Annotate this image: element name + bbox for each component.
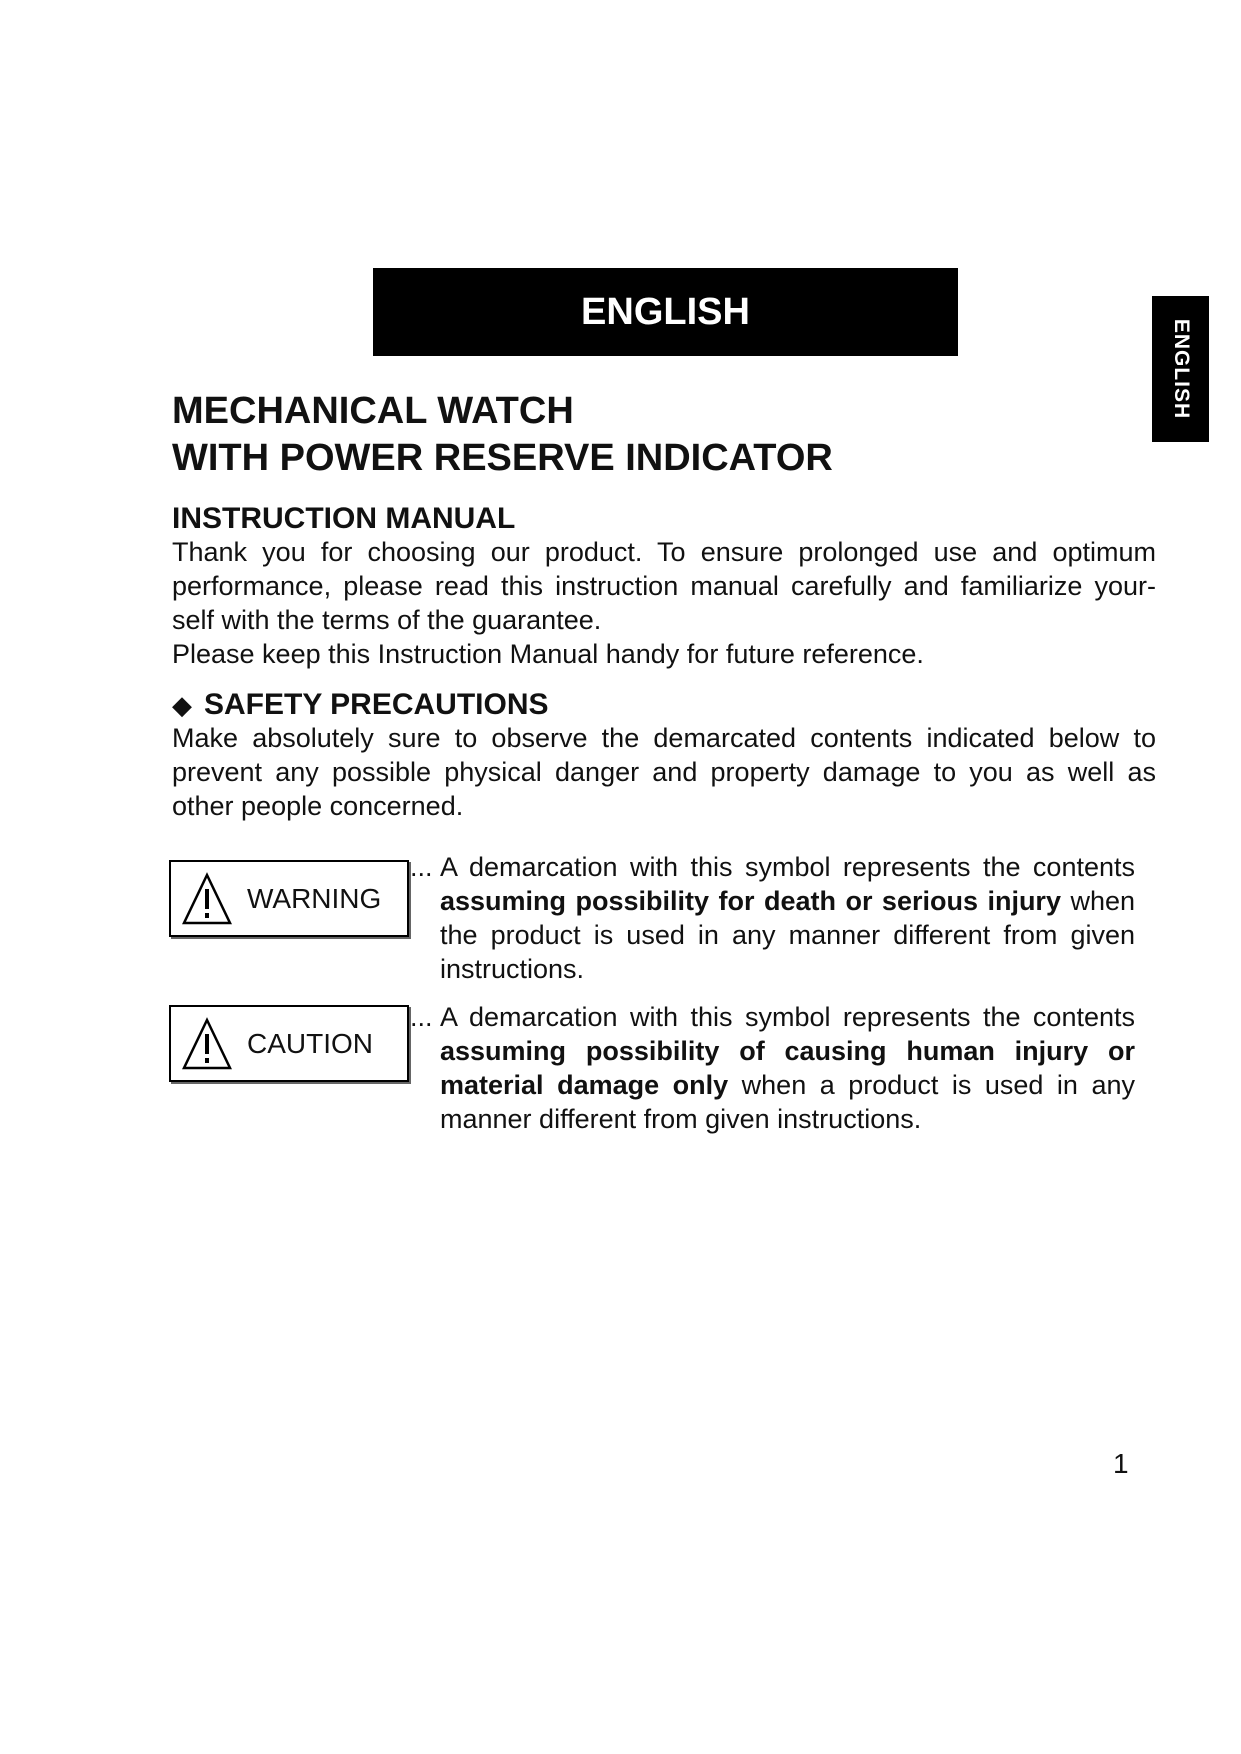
caution-label: CAUTION — [247, 1027, 373, 1059]
caution-definition-intro: A demarcation with this symbol represents the contents — [440, 1002, 1135, 1032]
warning-triangle-icon — [181, 872, 233, 926]
warning-definition-intro: A demarcation with this symbol represents the contents — [440, 852, 1135, 882]
instruction-manual-heading: INSTRUCTION MANUAL — [172, 502, 516, 535]
caution-definition-rest: when a product is used in any manner different from given instructions. — [440, 1070, 1135, 1134]
language-banner-text: ENGLISH — [581, 290, 750, 333]
safety-text — [172, 721, 1156, 823]
warning-definition-bold: assuming possibility for death or serious injury — [440, 886, 1061, 916]
caution-definition — [410, 1000, 1135, 1136]
warning-definition-body — [440, 850, 1135, 986]
title-line-2: WITH POWER RESERVE INDICATOR — [172, 437, 833, 479]
page-title — [172, 388, 833, 482]
intro-paragraph: Thank you for choosing our product. To ensure prolonged use and optimum performance, please read this instruction manual carefully and familiarize your-self with the terms of the guarantee. — [172, 537, 1156, 635]
caution-definition-body — [440, 1000, 1135, 1136]
language-side-tab — [1152, 296, 1209, 442]
intro-keep-handy: Please keep this Instruction Manual handy for future reference. — [172, 639, 924, 669]
warning-dots: ... — [410, 852, 433, 882]
safety-heading — [172, 688, 549, 722]
diamond-icon: ◆ — [172, 690, 192, 720]
warning-symbol-box — [169, 860, 409, 937]
warning-triangle-icon — [181, 1017, 233, 1071]
caution-definition-bold: assuming possibility of causing human injury or material damage only — [440, 1036, 1135, 1100]
warning-definition — [410, 850, 1135, 986]
warning-definition-rest: when the product is used in any manner different from given instructions. — [440, 886, 1135, 984]
caution-symbol-box — [169, 1005, 409, 1082]
language-banner — [373, 268, 958, 356]
caution-dots: ... — [410, 1002, 433, 1032]
title-line-1: MECHANICAL WATCH — [172, 390, 574, 432]
intro-text — [172, 535, 1156, 671]
safety-paragraph: Make absolutely sure to observe the demarcated contents indicated below to prevent any possible physical danger and property damage to you as well as other people concerned. — [172, 723, 1156, 821]
safety-heading-text: SAFETY PRECAUTIONS — [204, 688, 549, 721]
warning-label: WARNING — [247, 882, 382, 914]
side-tab-text: ENGLISH — [1169, 318, 1193, 420]
page-number: 1 — [1113, 1448, 1129, 1479]
